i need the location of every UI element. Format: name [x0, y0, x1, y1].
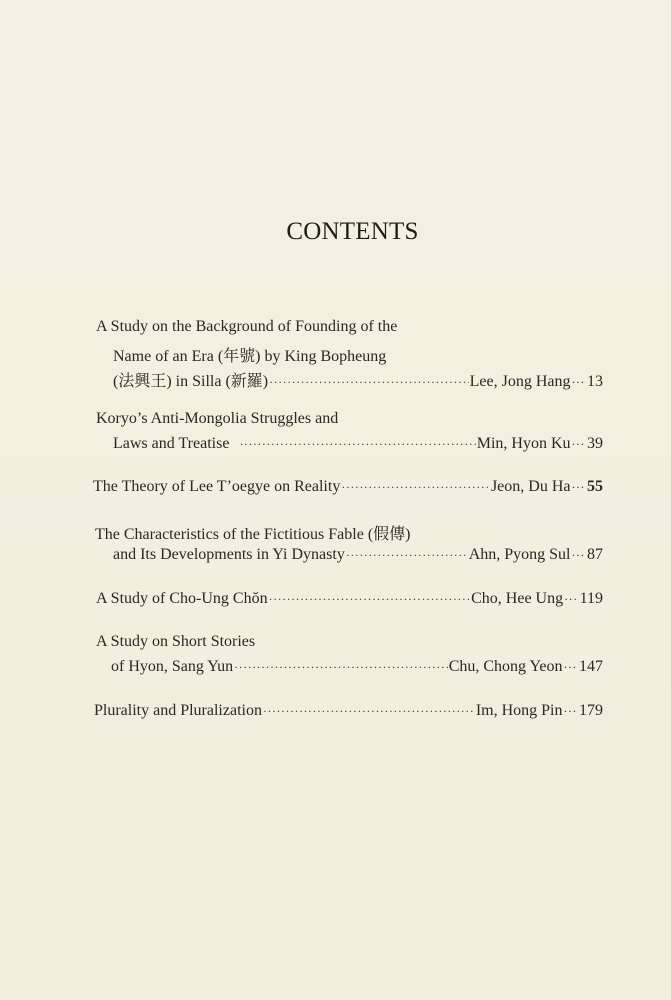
toc-entry-7-title: Plurality and Pluralization	[94, 702, 262, 719]
leader-dots-short: ···	[571, 480, 585, 494]
leader-dots-short: ···	[571, 437, 585, 451]
leader-dots	[269, 375, 469, 390]
leader-dots-short: ···	[571, 548, 585, 562]
leader-dots	[239, 437, 475, 452]
toc-entry-1-page: 13	[587, 373, 603, 390]
toc-entry-1-title: (法興王) in Silla (新羅)	[113, 373, 269, 390]
toc-entry-2[interactable]	[113, 435, 603, 453]
toc-entry-4-title: and Its Developments in Yi Dynasty	[113, 546, 345, 563]
toc-entry-3-page: 55	[587, 478, 603, 495]
leader-dots-short: ···	[563, 704, 577, 718]
toc-entry-5[interactable]	[96, 590, 603, 608]
toc-entry-3-title: The Theory of Lee T’oegye on Reality	[93, 478, 341, 495]
toc-entry-3[interactable]	[93, 478, 603, 496]
toc-entry-6[interactable]	[111, 658, 603, 676]
toc-entry-5-title: A Study of Cho-Ung Chŏn	[96, 590, 268, 607]
leader-dots-short: ···	[564, 592, 578, 606]
toc-entry-7-page: 179	[579, 702, 603, 719]
toc-entry-5-page: 119	[579, 590, 603, 607]
leader-dots	[263, 704, 475, 719]
leader-dots	[269, 592, 471, 607]
leader-dots-short: ···	[571, 375, 585, 389]
toc-entry-2-author: Min, Hyon Ku	[476, 435, 571, 452]
toc-entry-3-author: Jeon, Du Ha	[490, 478, 571, 495]
toc-entry-6-line-1: A Study on Short Stories	[96, 633, 256, 650]
leader-dots	[346, 548, 468, 563]
toc-entry-7[interactable]	[94, 702, 603, 720]
toc-entry-4-page: 87	[587, 546, 603, 563]
page-title: CONTENTS	[286, 218, 419, 245]
toc-entry-6-title: of Hyon, Sang Yun	[111, 658, 234, 675]
toc-entry-1-author: Lee, Jong Hang	[469, 373, 571, 390]
toc-entry-5-author: Cho, Hee Ung	[471, 590, 564, 607]
leader-dots	[234, 660, 448, 675]
toc-entry-4-author: Ahn, Pyong Sul	[468, 546, 571, 563]
leader-dots	[341, 480, 490, 495]
toc-entry-4[interactable]	[113, 546, 603, 564]
leader-dots-short: ···	[563, 660, 577, 674]
toc-entry-2-page: 39	[587, 435, 603, 452]
toc-entry-6-author: Chu, Chong Yeon	[448, 658, 563, 675]
toc-entry-2-line-1: Koryo’s Anti-Mongolia Struggles and	[96, 410, 339, 427]
toc-entry-6-page: 147	[579, 658, 603, 675]
toc-entry-1[interactable]	[113, 368, 603, 391]
toc-entry-1-line-1: A Study on the Background of Founding of the	[96, 318, 398, 335]
toc-entry-4-line-1: The Characteristics of the Fictitious Fable (假傳)	[95, 526, 411, 543]
toc-entry-1-line-2: Name of an Era (年號) by King Bopheung	[113, 348, 387, 365]
toc-entry-7-author: Im, Hong Pin	[475, 702, 563, 719]
toc-entry-2-title: Laws and Treatise	[113, 435, 230, 452]
